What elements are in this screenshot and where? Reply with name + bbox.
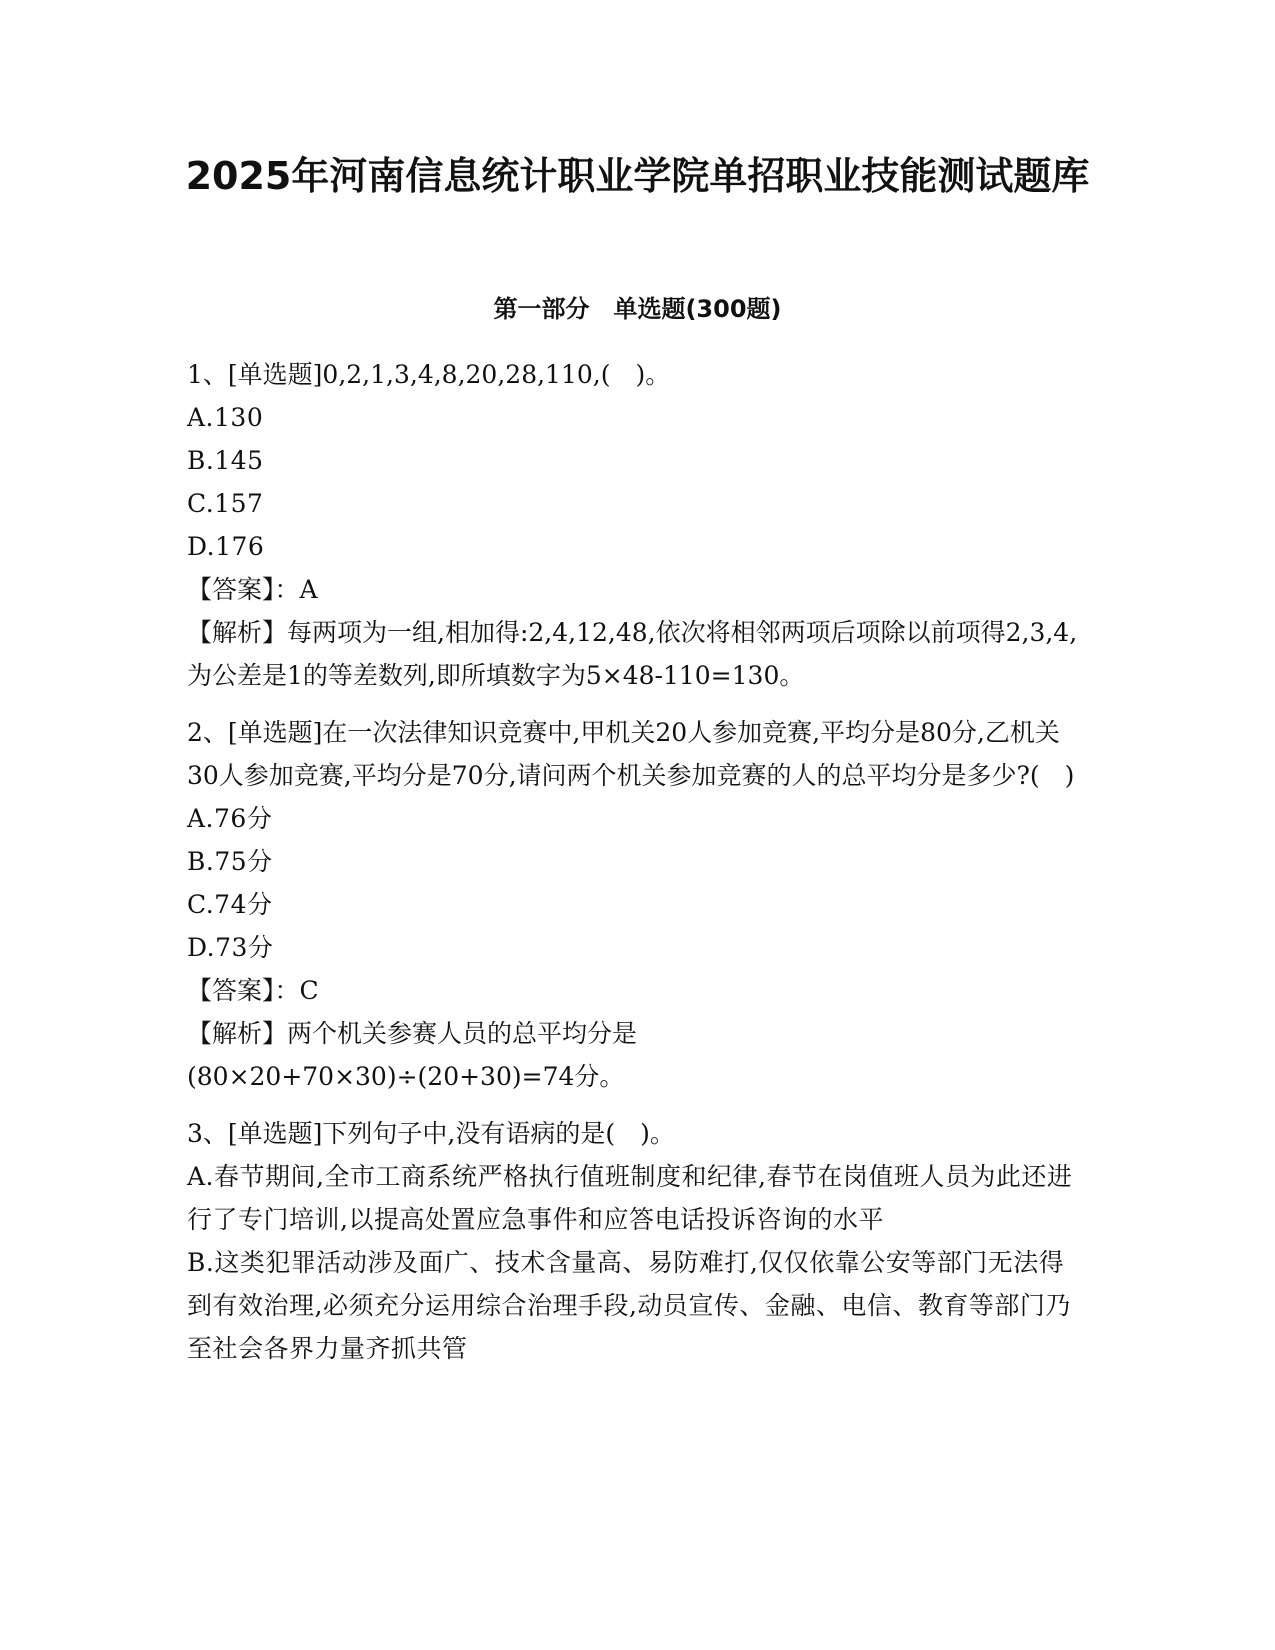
question-2 [187, 711, 1082, 1098]
option-a: A.春节期间,全市工商系统严格执行值班制度和纪律,春节在岗值班人员为此还进行了专门培训,以提高处置应急事件和应答电话投诉咨询的水平 [187, 1162, 1073, 1234]
answer: 【答案】：A [187, 575, 318, 604]
section-title: 第一部分 单选题(300题) [493, 295, 782, 323]
option-b: B.75分 [187, 847, 273, 876]
option-c: C.74分 [187, 890, 273, 919]
option-d: D.73分 [187, 933, 274, 962]
question-1 [187, 353, 1082, 697]
question-list [187, 353, 1082, 1370]
option-c: C.157 [187, 489, 264, 518]
option-b: B.145 [187, 446, 264, 475]
question-stem: 1、[单选题]0,2,1,3,4,8,20,28,110,( )。 [187, 360, 671, 389]
analysis-line-2: (80×20+70×30)÷(20+30)=74分。 [187, 1062, 625, 1091]
answer: 【答案】：C [187, 976, 319, 1005]
analysis-line-1: 【解析】两个机关参赛人员的总平均分是 [187, 1019, 638, 1048]
option-b: B.这类犯罪活动涉及面广、技术含量高、易防难打,仅仅依靠公安等部门无法得到有效治理,必须充分运用综合治理手段,动员宣传、金融、电信、教育等部门乃至社会各界力量齐抓共管 [187, 1248, 1071, 1363]
option-a: A.76分 [187, 804, 273, 833]
document-title: 2025年河南信息统计职业学院单招职业技能测试题库 [185, 154, 1090, 198]
analysis: 【解析】每两项为一组,相加得:2,4,12,48,依次将相邻两项后项除以前项得2,3,4,为公差是1的等差数列,即所填数字为5×48-110=130。 [187, 618, 1078, 690]
option-d: D.176 [187, 532, 265, 561]
question-stem: 2、[单选题]在一次法律知识竞赛中,甲机关20人参加竞赛,平均分是80分,乙机关30人参加竞赛,平均分是70分,请问两个机关参加竞赛的人的总平均分是多少?( ) [187, 718, 1075, 790]
option-a: A.130 [187, 403, 264, 432]
question-3 [187, 1112, 1082, 1370]
question-stem: 3、[单选题]下列句子中,没有语病的是( )。 [187, 1119, 675, 1148]
